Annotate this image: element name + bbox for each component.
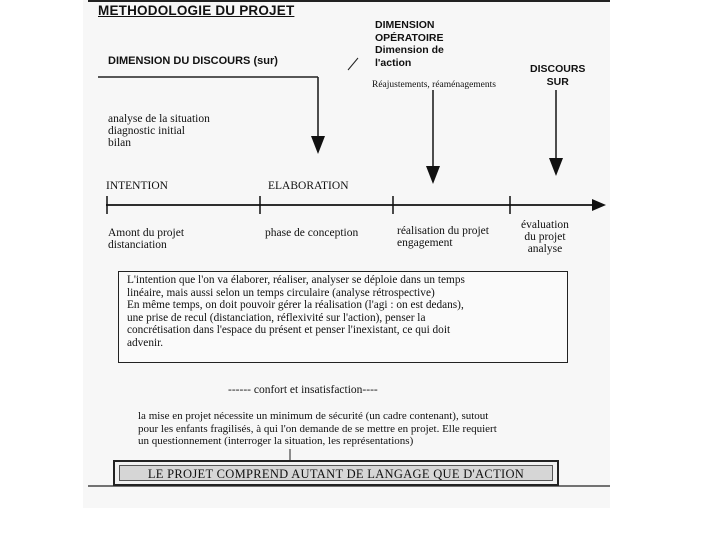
header-discours-sur (530, 63, 585, 88)
paragraph-line-3: En même temps, on doit pouvoir gérer la réalisation (l'agi : on est dedans), (127, 299, 464, 311)
analyse-line-3: bilan (108, 137, 131, 149)
confort-label: ------ confort et insatisfaction---- (228, 384, 378, 396)
paragraph-line-1: L'intention que l'on va élaborer, réaliser, analyser se déploie dans un temps (127, 274, 465, 286)
evaluation-line-3: analyse (527, 243, 563, 255)
discours-sur-line-1: DISCOURS (530, 63, 586, 75)
amont-line-2: distanciation (108, 239, 167, 251)
header-operatoire (375, 19, 444, 69)
banner-text: LE PROJET COMPREND AUTANT DE LANGAGE QUE D'ACTION (119, 465, 553, 481)
analyse-line-1: analyse de la situation (108, 113, 210, 125)
stage-evaluation (521, 219, 569, 255)
tick-mark (348, 58, 358, 70)
securite-block (138, 410, 497, 448)
analyse-line-2: diagnostic initial (108, 125, 185, 137)
discours-sur-line-2: SUR (546, 75, 569, 88)
paragraph-line-5: concrétisation dans l'espace du présent et penser l'inexistant, ce qui doit (127, 324, 451, 336)
realisation-line-2: engagement (397, 237, 453, 249)
realisation-line-1: réalisation du projet (397, 225, 489, 237)
paragraph-line-6: advenir. (127, 336, 164, 349)
timeline-arrowhead (592, 199, 606, 211)
discours-sur-arrowhead (549, 158, 563, 176)
operatoire-line-4: l'action (375, 56, 412, 69)
securite-line-1: la mise en projet nécessite un minimum de sécurité (un cadre contenant), sutout (138, 410, 489, 422)
securite-line-2: pour les enfants fragilisés, à qui l'on demande de se mettre en projet. Elle requiert (138, 422, 497, 435)
paragraph-line-4: une prise de recul (distanciation, réflexivité sur l'action), penser la (127, 311, 426, 324)
evaluation-line-2: du projet (524, 231, 566, 243)
page-title: METHODOLOGIE DU PROJET (98, 3, 295, 18)
operatoire-arrowhead (426, 166, 440, 184)
stage-amont (108, 227, 184, 251)
stage-realisation (397, 225, 489, 249)
operatoire-line-1: DIMENSION (375, 19, 435, 31)
operatoire-line-2: OPÉRATOIRE (375, 31, 444, 44)
phase-elaboration: ELABORATION (268, 180, 349, 192)
evaluation-line-1: évaluation (521, 219, 569, 231)
analyse-block (108, 113, 210, 149)
stage-conception: phase de conception (265, 227, 359, 239)
phase-intention: INTENTION (106, 180, 168, 192)
amont-line-1: Amont du projet (108, 227, 185, 239)
reajustements-label: Réajustements, réaménagements (372, 80, 496, 90)
paragraph-line-2: linéaire, mais aussi selon un temps circulaire (analyse rétrospective) (127, 286, 435, 299)
intention-paragraph-box (118, 271, 568, 363)
conclusion-banner (113, 460, 559, 486)
header-discours: DIMENSION DU DISCOURS (sur) (108, 55, 278, 67)
discours-arrowhead (311, 136, 325, 154)
securite-line-3: un questionnement (interroger la situation, les représentations) (138, 435, 414, 447)
operatoire-line-3: Dimension de (375, 44, 444, 56)
